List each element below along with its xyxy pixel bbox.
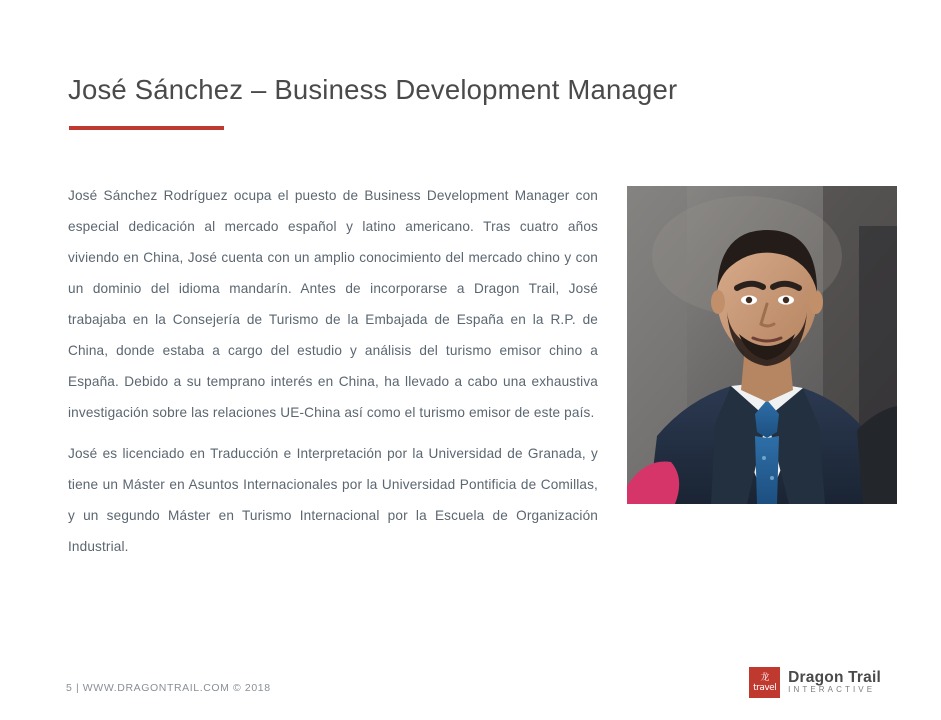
brand-logo [749, 667, 881, 698]
page-title: José Sánchez – Business Development Manager [68, 74, 678, 106]
dragon-logo-icon: 龙travel [749, 667, 780, 698]
bio-paragraph-2: José es licenciado en Traducción e Interpretación por la Universidad de Granada, y tiene un Máster en Asuntos Internacionales por la Universidad Pontificia de Comillas, y un segundo Máster en Turismo Internacional por la Escuela de Organización Industrial. [68, 446, 598, 554]
brand-logo-text [788, 670, 881, 695]
portrait-photo [627, 186, 897, 504]
title-underline-rule [69, 126, 224, 130]
brand-subtitle: INTERACTIVE [788, 685, 876, 695]
bio-paragraph-1: José Sánchez Rodríguez ocupa el puesto de Business Development Manager con especial dedicación al mercado español y latino americano. Tras cuatro años viviendo en China, José cuenta con un amplio conocimiento del mercado chino y con un dominio del idioma mandarín. Antes de incorporarse a Dragon Trail, José trabajaba en la Consejería de Turismo de la Embajada de España en la R.P. de China, donde estaba a cargo del estudio y análisis del turismo emisor chino a España. Debido a su temprano interés en China, ha llevado a cabo una exhaustiva investigación sobre las relaciones UE-China así como el turismo emisor de este país. [68, 188, 598, 420]
footer-caption: 5 | WWW.DRAGONTRAIL.COM © 2018 [66, 682, 271, 694]
brand-name: Dragon Trail [788, 669, 881, 687]
bio-text-column [68, 180, 598, 562]
